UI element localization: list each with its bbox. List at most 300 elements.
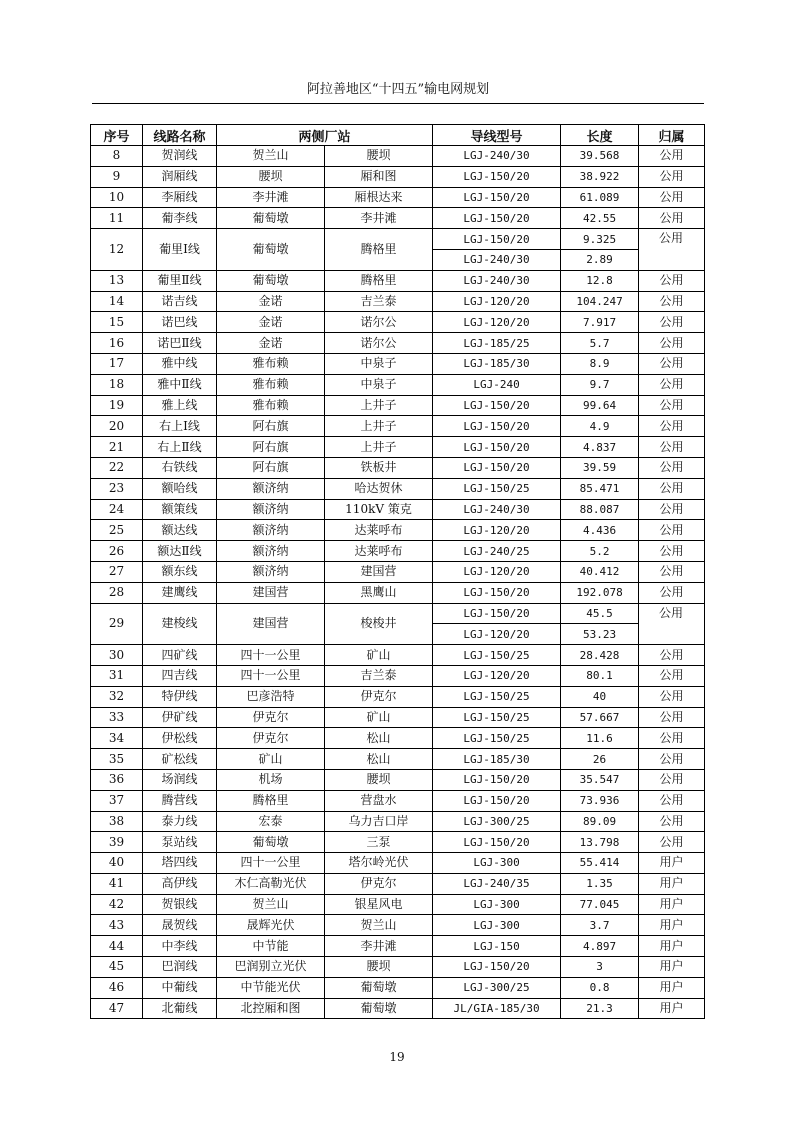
cell-conductor-model: LGJ-240/35: [433, 873, 561, 894]
cell-owner: 公用: [639, 790, 705, 811]
cell-length: 4.897: [561, 936, 639, 957]
cell-seq: 18: [91, 374, 143, 395]
cell-conductor-model: LGJ-150/20: [433, 208, 561, 229]
table-row: [91, 749, 705, 770]
cell-owner: 公用: [639, 478, 705, 499]
cell-length: 28.428: [561, 645, 639, 666]
cell-length: 0.8: [561, 977, 639, 998]
cell-owner: 公用: [639, 665, 705, 686]
cell-station-from: 晟辉光伏: [217, 915, 325, 936]
cell-station-to: 营盘水: [325, 790, 433, 811]
cell-station-from: 伊克尔: [217, 728, 325, 749]
cell-line-name: 特伊线: [143, 686, 217, 707]
cell-station-from: 阿右旗: [217, 457, 325, 478]
table-row: [91, 873, 705, 894]
cell-station-from: 阿右旗: [217, 437, 325, 458]
cell-seq: 28: [91, 582, 143, 603]
cell-line-name: 右上Ⅰ线: [143, 416, 217, 437]
cell-line-name: 雅上线: [143, 395, 217, 416]
cell-station-from: 额济纳: [217, 561, 325, 582]
header-stations: 两侧厂站: [217, 125, 433, 146]
cell-station-from: 建国营: [217, 582, 325, 603]
cell-line-name: 额东线: [143, 561, 217, 582]
header-seq: 序号: [91, 125, 143, 146]
cell-station-to: 厢根达来: [325, 187, 433, 208]
cell-line-name: 建梭线: [143, 603, 217, 645]
cell-line-name: 腾营线: [143, 790, 217, 811]
cell-station-from: 额济纳: [217, 520, 325, 541]
cell-line-name: 葡里Ⅰ线: [143, 229, 217, 271]
cell-owner: 公用: [639, 541, 705, 562]
cell-owner: 公用: [639, 728, 705, 749]
cell-line-name: 伊松线: [143, 728, 217, 749]
cell-station-from: 雅布赖: [217, 395, 325, 416]
cell-seq: 30: [91, 645, 143, 666]
cell-station-from: 葡萄墩: [217, 229, 325, 271]
cell-owner: 公用: [639, 499, 705, 520]
cell-length: 11.6: [561, 728, 639, 749]
cell-conductor-model: LGJ-240: [433, 374, 561, 395]
cell-conductor-model: LGJ-120/20: [433, 520, 561, 541]
cell-line-name: 场润线: [143, 769, 217, 790]
cell-conductor-model: JL/GIA-185/30: [433, 998, 561, 1019]
cell-station-from: 葡萄墩: [217, 832, 325, 853]
cell-station-from: 额济纳: [217, 478, 325, 499]
cell-station-to: 铁板井: [325, 457, 433, 478]
cell-seq: 13: [91, 270, 143, 291]
cell-owner: 用户: [639, 894, 705, 915]
cell-station-from: 雅布赖: [217, 374, 325, 395]
cell-station-to: 葡萄墩: [325, 977, 433, 998]
cell-seq: 23: [91, 478, 143, 499]
cell-station-from: 北控厢和图: [217, 998, 325, 1019]
cell-conductor-model: LGJ-240/30: [433, 499, 561, 520]
cell-length: 1.35: [561, 873, 639, 894]
cell-owner: 公用: [639, 832, 705, 853]
table-row: [91, 603, 705, 624]
cell-seq: 24: [91, 499, 143, 520]
cell-length: 4.837: [561, 437, 639, 458]
cell-line-name: 右上Ⅱ线: [143, 437, 217, 458]
cell-seq: 37: [91, 790, 143, 811]
cell-length: 104.247: [561, 291, 639, 312]
cell-seq: 33: [91, 707, 143, 728]
cell-line-name: 雅中Ⅱ线: [143, 374, 217, 395]
cell-length: 8.9: [561, 353, 639, 374]
cell-conductor-model: LGJ-150/20: [433, 790, 561, 811]
page-header-title: 阿拉善地区“十四五”输电网规划: [306, 82, 490, 97]
cell-station-from: 伊克尔: [217, 707, 325, 728]
cell-station-to: 李井滩: [325, 936, 433, 957]
cell-seq: 16: [91, 333, 143, 354]
cell-line-name: 四吉线: [143, 665, 217, 686]
cell-station-from: 李井滩: [217, 187, 325, 208]
cell-line-name: 伊矿线: [143, 707, 217, 728]
cell-station-from: 四十一公里: [217, 665, 325, 686]
cell-length: 40: [561, 686, 639, 707]
cell-station-to: 诺尔公: [325, 333, 433, 354]
table-row: [91, 686, 705, 707]
table-header-row: [91, 125, 705, 146]
table-row: [91, 374, 705, 395]
cell-station-to: 达莱呼布: [325, 520, 433, 541]
cell-line-name: 诺巴Ⅱ线: [143, 333, 217, 354]
cell-seq: 15: [91, 312, 143, 333]
cell-length: 85.471: [561, 478, 639, 499]
cell-length: 7.917: [561, 312, 639, 333]
cell-owner: 公用: [639, 561, 705, 582]
cell-owner: 公用: [639, 582, 705, 603]
cell-length: 192.078: [561, 582, 639, 603]
cell-owner: 公用: [639, 187, 705, 208]
cell-seq: 47: [91, 998, 143, 1019]
cell-station-from: 葡萄墩: [217, 270, 325, 291]
cell-line-name: 右铁线: [143, 457, 217, 478]
cell-owner: 公用: [639, 353, 705, 374]
table-row: [91, 936, 705, 957]
cell-conductor-model: LGJ-240/30: [433, 146, 561, 167]
cell-owner: 公用: [639, 769, 705, 790]
cell-conductor-model: LGJ-150/20: [433, 437, 561, 458]
cell-station-to: 矿山: [325, 645, 433, 666]
cell-conductor-model: LGJ-185/25: [433, 333, 561, 354]
cell-length: 40.412: [561, 561, 639, 582]
table-row: [91, 541, 705, 562]
cell-station-to: 腰坝: [325, 769, 433, 790]
cell-station-to: 塔尔岭光伏: [325, 853, 433, 874]
table-row: [91, 395, 705, 416]
cell-owner: 用户: [639, 873, 705, 894]
cell-line-name: 高伊线: [143, 873, 217, 894]
cell-line-name: 额策线: [143, 499, 217, 520]
cell-seq: 21: [91, 437, 143, 458]
cell-line-name: 泵站线: [143, 832, 217, 853]
table-row: [91, 520, 705, 541]
table-row: [91, 728, 705, 749]
table-row: [91, 915, 705, 936]
cell-length: 45.5: [561, 603, 639, 624]
cell-conductor-model: LGJ-300/25: [433, 977, 561, 998]
table-body: [91, 146, 705, 1019]
cell-line-name: 额达Ⅱ线: [143, 541, 217, 562]
header-line-name: 线路名称: [143, 125, 217, 146]
cell-station-from: 矿山: [217, 749, 325, 770]
cell-owner: 公用: [639, 520, 705, 541]
cell-conductor-model: LGJ-150/25: [433, 478, 561, 499]
table-row: [91, 998, 705, 1019]
cell-conductor-model: LGJ-185/30: [433, 749, 561, 770]
cell-owner: 公用: [639, 603, 705, 645]
cell-conductor-model: LGJ-300: [433, 853, 561, 874]
cell-station-to: 乌力吉口岸: [325, 811, 433, 832]
cell-owner: 公用: [639, 270, 705, 291]
cell-seq: 8: [91, 146, 143, 167]
cell-conductor-model: LGJ-150/20: [433, 229, 561, 250]
cell-station-from: 巴润别立光伏: [217, 957, 325, 978]
cell-conductor-model: LGJ-150: [433, 936, 561, 957]
cell-conductor-model: LGJ-240/25: [433, 541, 561, 562]
cell-line-name: 额达线: [143, 520, 217, 541]
table-row: [91, 208, 705, 229]
cell-seq: 45: [91, 957, 143, 978]
cell-seq: 42: [91, 894, 143, 915]
cell-station-to: 矿山: [325, 707, 433, 728]
cell-conductor-model: LGJ-150/20: [433, 769, 561, 790]
table-row: [91, 853, 705, 874]
table-row: [91, 416, 705, 437]
cell-line-name: 诺吉线: [143, 291, 217, 312]
cell-owner: 公用: [639, 749, 705, 770]
cell-owner: 公用: [639, 457, 705, 478]
cell-station-to: 达莱呼布: [325, 541, 433, 562]
cell-length: 39.59: [561, 457, 639, 478]
table-row: [91, 146, 705, 167]
transmission-line-table: [90, 124, 705, 1019]
cell-conductor-model: LGJ-300: [433, 915, 561, 936]
cell-station-from: 四十一公里: [217, 853, 325, 874]
cell-owner: 公用: [639, 333, 705, 354]
page-number: 19: [389, 1050, 405, 1064]
cell-length: 3.7: [561, 915, 639, 936]
cell-length: 38.922: [561, 166, 639, 187]
cell-station-to: 厢和图: [325, 166, 433, 187]
cell-owner: 用户: [639, 998, 705, 1019]
cell-length: 35.547: [561, 769, 639, 790]
table-row: [91, 312, 705, 333]
cell-station-to: 黑鹰山: [325, 582, 433, 603]
cell-line-name: 葡李线: [143, 208, 217, 229]
cell-length: 55.414: [561, 853, 639, 874]
cell-station-from: 中节能: [217, 936, 325, 957]
cell-line-name: 四矿线: [143, 645, 217, 666]
cell-seq: 44: [91, 936, 143, 957]
cell-seq: 39: [91, 832, 143, 853]
cell-station-to: 建国营: [325, 561, 433, 582]
cell-station-from: 木仁高勒光伏: [217, 873, 325, 894]
table-row: [91, 166, 705, 187]
cell-station-to: 腰坝: [325, 146, 433, 167]
cell-seq: 9: [91, 166, 143, 187]
cell-owner: 公用: [639, 395, 705, 416]
cell-seq: 43: [91, 915, 143, 936]
cell-station-from: 中节能光伏: [217, 977, 325, 998]
cell-station-from: 腾格里: [217, 790, 325, 811]
table-row: [91, 707, 705, 728]
cell-length: 53.23: [561, 624, 639, 645]
cell-length: 13.798: [561, 832, 639, 853]
header-owner: 归属: [639, 125, 705, 146]
cell-line-name: 北葡线: [143, 998, 217, 1019]
cell-station-to: 梭梭井: [325, 603, 433, 645]
table-row: [91, 187, 705, 208]
cell-owner: 公用: [639, 374, 705, 395]
cell-length: 12.8: [561, 270, 639, 291]
cell-conductor-model: LGJ-120/20: [433, 312, 561, 333]
cell-seq: 25: [91, 520, 143, 541]
cell-line-name: 贺润线: [143, 146, 217, 167]
cell-seq: 32: [91, 686, 143, 707]
cell-conductor-model: LGJ-120/20: [433, 624, 561, 645]
cell-line-name: 晟贺线: [143, 915, 217, 936]
cell-conductor-model: LGJ-150/25: [433, 645, 561, 666]
table-row: [91, 561, 705, 582]
table-row: [91, 353, 705, 374]
cell-length: 2.89: [561, 249, 639, 270]
cell-length: 88.087: [561, 499, 639, 520]
cell-seq: 31: [91, 665, 143, 686]
cell-length: 9.325: [561, 229, 639, 250]
table-row: [91, 645, 705, 666]
cell-owner: 公用: [639, 166, 705, 187]
header-length: 长度: [561, 125, 639, 146]
cell-seq: 41: [91, 873, 143, 894]
cell-station-to: 李井滩: [325, 208, 433, 229]
cell-length: 80.1: [561, 665, 639, 686]
table-row: [91, 437, 705, 458]
table-row: [91, 811, 705, 832]
cell-seq: 46: [91, 977, 143, 998]
table-row: [91, 457, 705, 478]
cell-conductor-model: LGJ-150/20: [433, 582, 561, 603]
cell-station-to: 吉兰泰: [325, 291, 433, 312]
cell-owner: 公用: [639, 208, 705, 229]
cell-station-to: 腾格里: [325, 229, 433, 271]
cell-owner: 公用: [639, 686, 705, 707]
cell-owner: 用户: [639, 936, 705, 957]
cell-seq: 22: [91, 457, 143, 478]
table-row: [91, 665, 705, 686]
cell-length: 5.7: [561, 333, 639, 354]
cell-owner: 公用: [639, 811, 705, 832]
cell-conductor-model: LGJ-150/20: [433, 187, 561, 208]
cell-owner: 用户: [639, 853, 705, 874]
cell-station-from: 阿右旗: [217, 416, 325, 437]
cell-station-from: 贺兰山: [217, 894, 325, 915]
cell-station-from: 雅布赖: [217, 353, 325, 374]
table-row: [91, 270, 705, 291]
cell-owner: 公用: [639, 437, 705, 458]
cell-station-to: 贺兰山: [325, 915, 433, 936]
cell-length: 89.09: [561, 811, 639, 832]
cell-conductor-model: LGJ-150/20: [433, 395, 561, 416]
cell-station-to: 中泉子: [325, 374, 433, 395]
cell-conductor-model: LGJ-150/20: [433, 832, 561, 853]
cell-seq: 40: [91, 853, 143, 874]
cell-line-name: 泰力线: [143, 811, 217, 832]
table-row: [91, 333, 705, 354]
table-row: [91, 894, 705, 915]
cell-station-to: 哈达贺休: [325, 478, 433, 499]
table-row: [91, 832, 705, 853]
cell-conductor-model: LGJ-240/30: [433, 270, 561, 291]
cell-owner: 用户: [639, 977, 705, 998]
cell-seq: 36: [91, 769, 143, 790]
cell-station-to: 伊克尔: [325, 873, 433, 894]
cell-length: 61.089: [561, 187, 639, 208]
cell-conductor-model: LGJ-150/20: [433, 416, 561, 437]
cell-station-from: 金诺: [217, 291, 325, 312]
table-row: [91, 957, 705, 978]
cell-seq: 19: [91, 395, 143, 416]
cell-station-to: 上井子: [325, 437, 433, 458]
cell-length: 9.7: [561, 374, 639, 395]
cell-owner: 公用: [639, 707, 705, 728]
cell-station-to: 伊克尔: [325, 686, 433, 707]
cell-line-name: 矿松线: [143, 749, 217, 770]
cell-conductor-model: LGJ-120/20: [433, 665, 561, 686]
cell-length: 5.2: [561, 541, 639, 562]
cell-length: 21.3: [561, 998, 639, 1019]
cell-station-to: 银星风电: [325, 894, 433, 915]
cell-seq: 12: [91, 229, 143, 271]
cell-line-name: 诺巴线: [143, 312, 217, 333]
cell-length: 3: [561, 957, 639, 978]
cell-length: 26: [561, 749, 639, 770]
cell-seq: 10: [91, 187, 143, 208]
cell-length: 77.045: [561, 894, 639, 915]
cell-station-to: 腾格里: [325, 270, 433, 291]
cell-station-to: 110kV 策克: [325, 499, 433, 520]
table-row: [91, 769, 705, 790]
cell-station-to: 腰坝: [325, 957, 433, 978]
cell-station-to: 松山: [325, 749, 433, 770]
cell-line-name: 额哈线: [143, 478, 217, 499]
cell-station-to: 松山: [325, 728, 433, 749]
table-row: [91, 582, 705, 603]
cell-seq: 20: [91, 416, 143, 437]
cell-conductor-model: LGJ-120/20: [433, 291, 561, 312]
cell-seq: 27: [91, 561, 143, 582]
cell-station-from: 金诺: [217, 312, 325, 333]
cell-station-from: 建国营: [217, 603, 325, 645]
cell-conductor-model: LGJ-150/20: [433, 603, 561, 624]
cell-station-from: 四十一公里: [217, 645, 325, 666]
cell-length: 57.667: [561, 707, 639, 728]
cell-line-name: 中葡线: [143, 977, 217, 998]
table-row: [91, 291, 705, 312]
cell-seq: 35: [91, 749, 143, 770]
cell-line-name: 中李线: [143, 936, 217, 957]
cell-owner: 用户: [639, 957, 705, 978]
cell-line-name: 葡里Ⅱ线: [143, 270, 217, 291]
cell-seq: 38: [91, 811, 143, 832]
cell-conductor-model: LGJ-150/20: [433, 957, 561, 978]
cell-station-from: 巴彦浩特: [217, 686, 325, 707]
cell-line-name: 巴润线: [143, 957, 217, 978]
table-row: [91, 977, 705, 998]
cell-station-to: 三泵: [325, 832, 433, 853]
cell-station-from: 额济纳: [217, 541, 325, 562]
cell-length: 4.9: [561, 416, 639, 437]
cell-line-name: 建鹰线: [143, 582, 217, 603]
cell-seq: 11: [91, 208, 143, 229]
cell-station-from: 额济纳: [217, 499, 325, 520]
cell-station-from: 宏泰: [217, 811, 325, 832]
cell-conductor-model: LGJ-240/30: [433, 249, 561, 270]
cell-seq: 26: [91, 541, 143, 562]
table-row: [91, 499, 705, 520]
cell-owner: 用户: [639, 915, 705, 936]
cell-conductor-model: LGJ-185/30: [433, 353, 561, 374]
cell-owner: 公用: [639, 291, 705, 312]
cell-owner: 公用: [639, 146, 705, 167]
cell-station-from: 腰坝: [217, 166, 325, 187]
cell-station-to: 上井子: [325, 395, 433, 416]
cell-length: 4.436: [561, 520, 639, 541]
cell-line-name: 润厢线: [143, 166, 217, 187]
cell-station-from: 贺兰山: [217, 146, 325, 167]
cell-line-name: 贺银线: [143, 894, 217, 915]
